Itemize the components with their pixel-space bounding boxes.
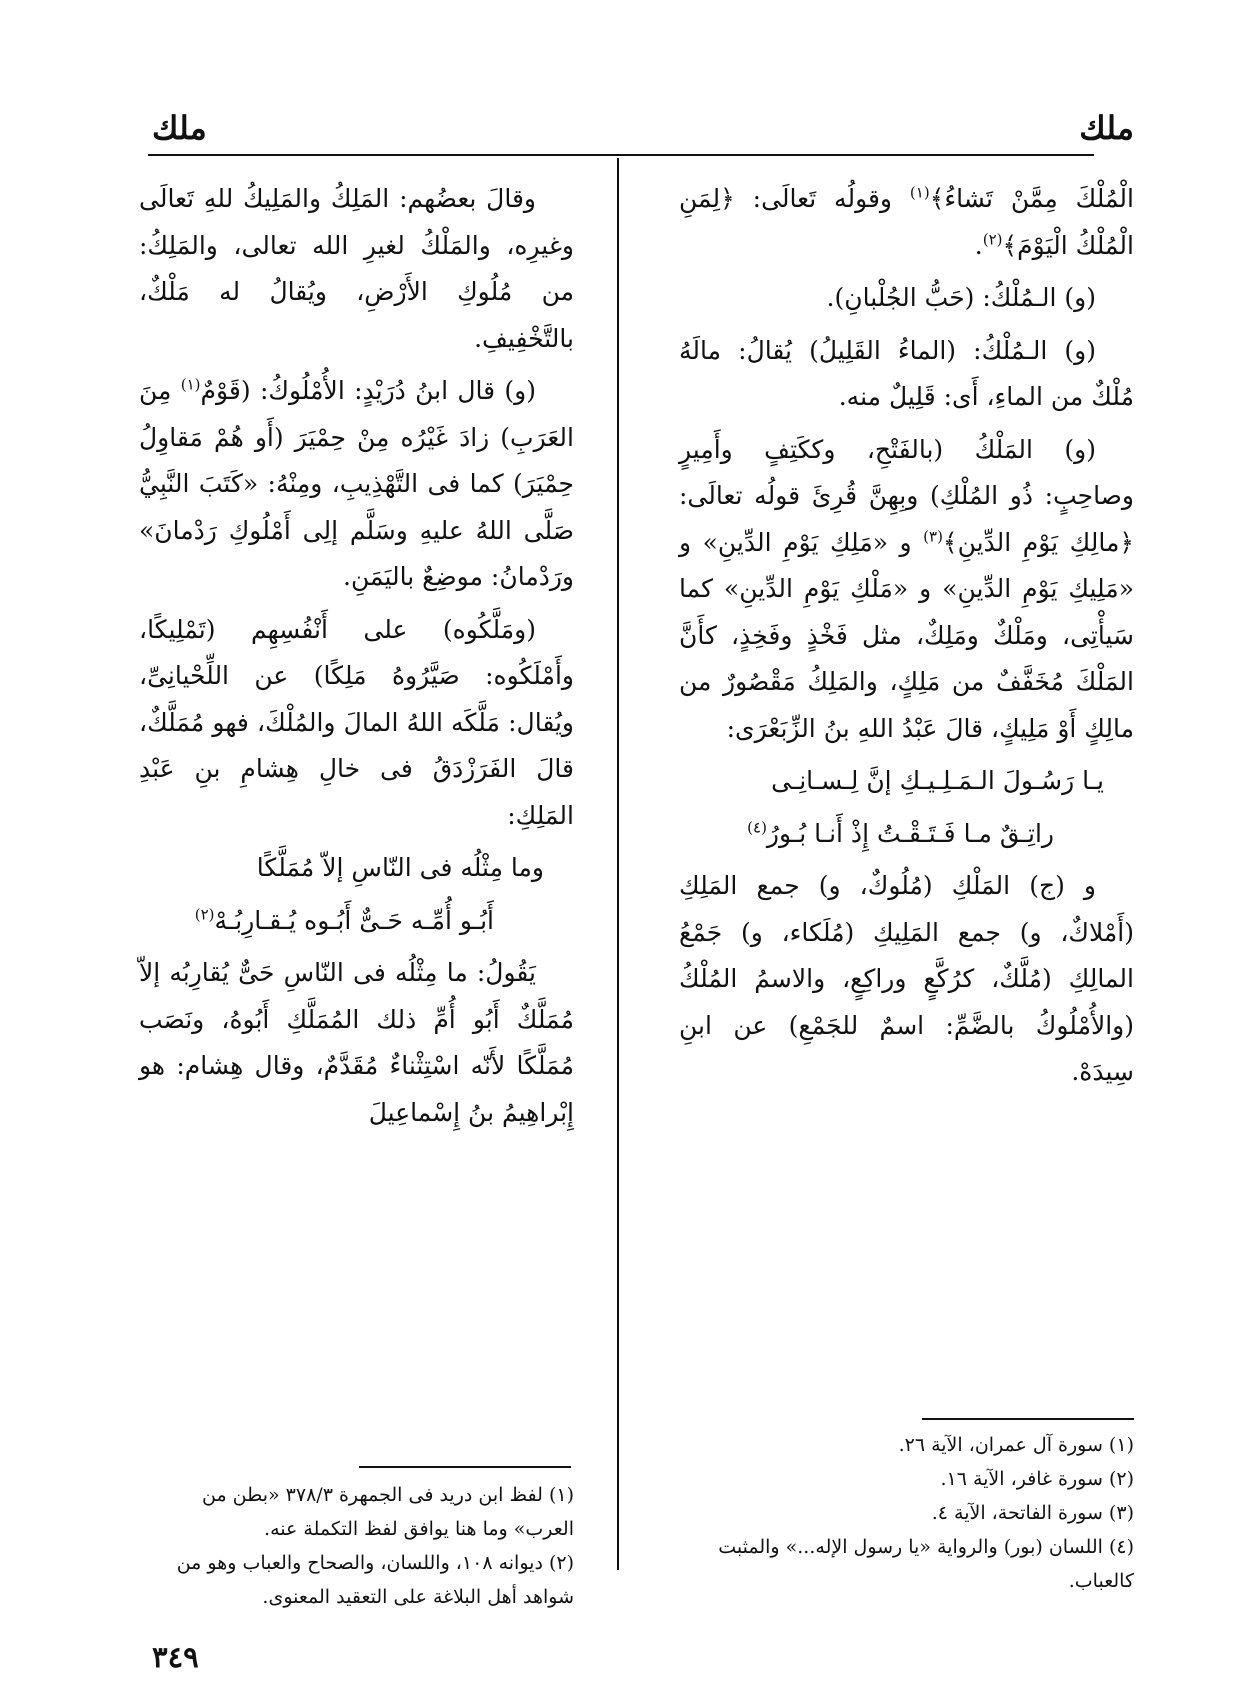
footnote: (١) سورة آل عمران، الآية ٢٦.	[898, 1434, 1134, 1456]
footnote-ref: (٣)	[923, 527, 943, 546]
verse-line: وما مِثْلُه فى النّاسِ إلاّ مُمَلَّكًا	[256, 853, 544, 882]
verse-line	[139, 898, 574, 945]
footnote: (٢) سورة غافر، الآية ١٦.	[940, 1468, 1134, 1490]
footnote-ref: (٢)	[982, 230, 1003, 249]
paragraph: (ومَلَّكُوه) على أَنْفُسِهِم (تَمْلِيكًا، وأَمْلَكُوه: صَيَّرُوهُ مَلِكًا) عن اللِّحْيانِىِّ، ويُقال: مَلَّكَه اللهُ المالَ والمُلْكَ، فهو مُمَلَّكٌ، قالَ الفَرَزْدَقُ فى خالِ هِشامِ بنِ عَبْدِ المَلِكِ:	[139, 614, 574, 830]
text: (و) المَلْكُ (بالفَتْحِ، وككَتِفٍ وأَمِيرٍ وصاحِبٍ: ذُو المُلْكِ) وبِهِنَّ قُرِئَ قولُه تعالَى: ﴿مالِكِ يَوْمِ الدِّينِ﴾	[679, 434, 1134, 557]
text: راتِـقٌ مـا فَـتَـقْـتُ إِذْ أَنـا بُـورُ	[766, 818, 1054, 848]
running-head-right: ملك	[1079, 109, 1134, 147]
footnote-ref: (٢)	[194, 905, 215, 924]
paragraph: (و) الـمُلْكُ: (حَبُّ الجُلْبانِ).	[826, 283, 1096, 312]
text: مِنَ العَرَبِ) زادَ غَيْرُه مِنْ حِمْيَرَ (أَو هُمْ مَقاوِلُ حِمْيَرَ) كما فى التَّهْذِيبِ، ومِنْهُ: «كَتَبَ النَّبِيُّ صَلَّى اللهُ عليهِ وسَلَّم إلِى أَمْلُوكِ رَدْمانَ» ورَدْمانُ: موضِعٌ باليَمَنِ.	[139, 376, 574, 591]
text: و «مَلِكِ يَوْمِ الدِّينِ» و «مَلِيكِ يَوْمِ الدِّينِ» و «مَلْكِ يَوْمِ الدِّينِ» كما سَيأْتِى، ومَلْكٌ ومَلِكٌ، مثل فَخْذٍ وفَخِذٍ، كأَنَّ المَلْكَ مُخَفَّفٌ من مَلِكٍ، والمَلِكُ مَقْصُورٌ من مالِكٍ أَوْ مَلِيكٍ، قالَ عَبْدُ اللهِ بنُ الزِّبَعْرَى:	[679, 527, 1134, 743]
footnotes-left	[139, 1478, 574, 1614]
footnote: (١) لفظ ابن دريد فى الجمهرة ٣٧٨/٣ «بطن من العرب» وما هنا يوافق لفظ التكملة عنه.	[201, 1484, 574, 1540]
right-column	[679, 176, 1134, 1102]
paragraph: (و) الـمُلْكُ: (الماءُ القَلِيلُ) يُقالُ: مالَهُ مُلْكٌ من الماءِ، أَى: قَلِيلٌ منه.	[679, 335, 1134, 411]
text: وقولُه تَعالَى: ﴿لِمَنِ الْمُلْكُ الْيَوْمَ﴾	[679, 184, 1134, 260]
footnotes-right	[679, 1428, 1134, 1598]
footnote-rule-right	[922, 1418, 1134, 1420]
footnote-ref: (١)	[180, 375, 201, 394]
header-rule	[148, 154, 1094, 156]
page-number: ٣٤٩	[152, 1640, 199, 1674]
paragraph	[139, 368, 574, 601]
paragraph	[679, 427, 1134, 753]
footnote-rule-left	[359, 1466, 571, 1468]
paragraph: يَقُولُ: ما مِثْلُه فى النّاسِ حَىٌّ يُقارِبُه إلاّ مُمَلَّكٌ أَبُو أُمِّ ذلك المُمَلَّكِ أَبُوهُ، ونَصَب مُمَلَّكًا لأَنّه اسْتِثْناءٌ مُقَدَّمٌ، وقال هِشام: هو إِبْراهِيمُ بنُ إِسْماعِيلَ	[139, 958, 574, 1127]
left-column	[139, 176, 574, 1142]
footnote: (٢) ديوانه ١٠٨، واللسان، والصحاح والعباب وهو من شواهد أهل البلاغة على التعقيد المعنوى.	[176, 1552, 574, 1608]
footnote-ref: (٤)	[747, 818, 767, 837]
paragraph: وقالَ بعضُهم: المَلِكُ والمَلِيكُ للهِ تَعالَى وغيرِه، والمَلْكُ لغيرِ الله تعالى، والمَلِكُ: من مُلُوكِ الأَرْضِ، ويُقالُ له مَلْكٌ، بالتَّخْفِيفِ.	[139, 184, 574, 353]
running-head-left: ملك	[152, 109, 207, 147]
footnote-ref: (١)	[909, 183, 930, 202]
footnote: (٣) سورة الفاتحة، الآية ٤.	[931, 1502, 1134, 1524]
paragraph: و (ج) المَلْكِ (مُلُوكٌ، و) جمع المَلِكِ (أَمْلاكٌ، و) جمع المَلِيكِ (مُلَكاء، و) جَمْعُ المالِكِ (مُلَّكٌ، كرُكَّعٍ وراكِعٍ، والاسمُ المُلْكُ (والأُمْلُوكُ بالضَّمِّ: اسمٌ للجَمْعِ) عن ابنِ سِيدَهْ.	[679, 871, 1134, 1086]
verse-line	[679, 811, 1134, 858]
text: الْمُلْكَ مِمَّنْ تَشاءُ﴾	[929, 184, 1134, 213]
column-divider	[617, 158, 619, 1570]
text: أَبُـو أُمِّـه حَـىٌّ أَبُـوه يُـقـارِبُـهْ	[214, 905, 494, 935]
verse-line: يـا رَسُـولَ الـمَـلِـيـكِ إنَّ لِـسـانِـى	[771, 766, 1104, 795]
text: .	[974, 230, 983, 260]
footnote: (٤) اللسان (بور) والرواية «يا رسول الإله...» والمثبت كالعباب.	[718, 1536, 1134, 1592]
paragraph	[679, 176, 1134, 269]
text: (و) قال ابنُ دُرَيْدٍ: الأُمْلُوكُ: (قَوْمٌ	[200, 376, 536, 405]
